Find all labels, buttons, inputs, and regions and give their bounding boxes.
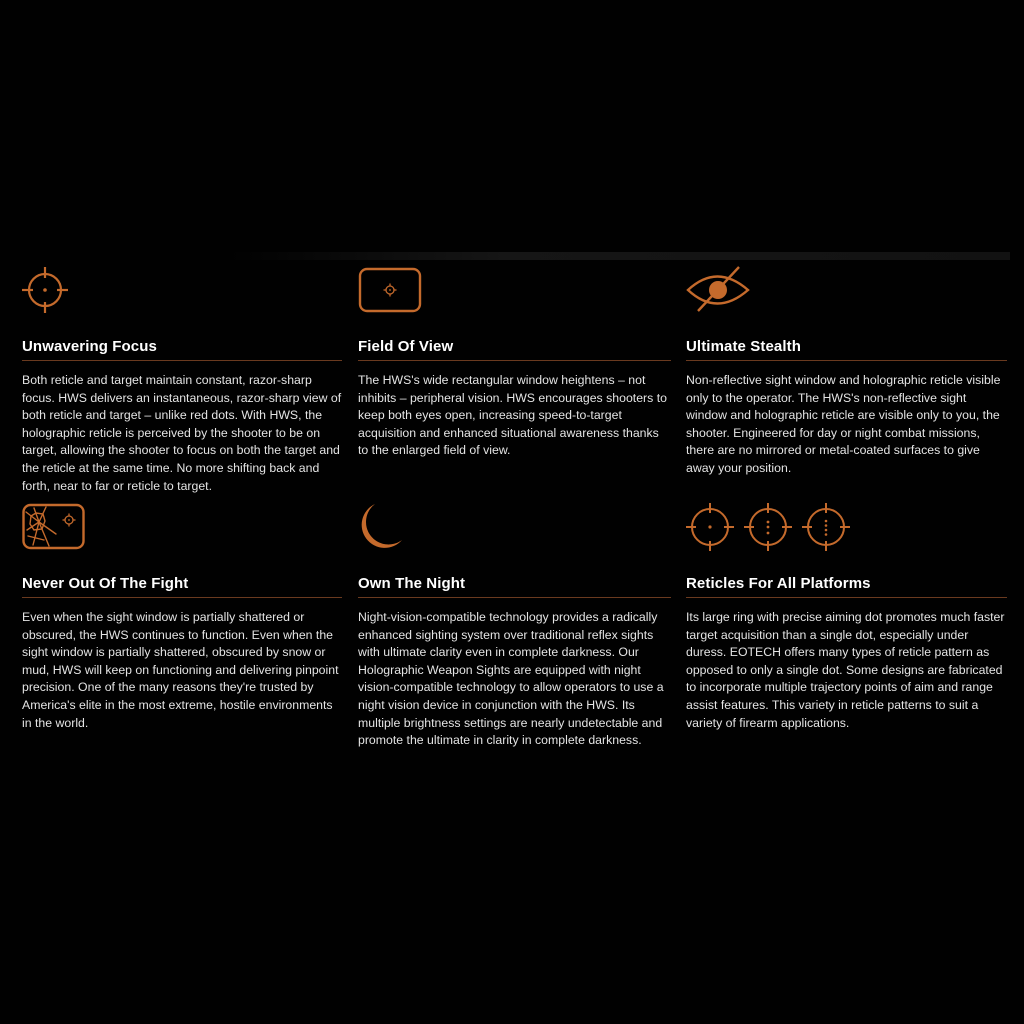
reticle-icon	[22, 265, 72, 315]
feature-title: Ultimate Stealth	[686, 338, 801, 355]
section-divider	[230, 252, 1010, 260]
crescent-moon-icon	[358, 502, 408, 552]
feature-description: The HWS's wide rectangular window heightens – not inhibits – peripheral vision. HWS encourages shooters to keep both eyes open, increasing speed-to-target acquisition and enhanced situational awareness thanks to the enlarged field of view.	[358, 373, 667, 458]
feature-description: Even when the sight window is partially shattered or obscured, the HWS continues to function. Even when the sight window is partially shattered, obscured by snow or mud, HWS will keep on functioning and delivering pinpoint precision. One of the many reasons they're trusted by America's elite in the most extreme, hostile environments in the world.	[22, 610, 339, 730]
feature-title: Reticles For All Platforms	[686, 575, 871, 592]
feature-description: Its large ring with precise aiming dot promotes much faster target acquisition than a single dot, especially under duress. EOTECH offers many types of reticle pattern as opposed to only a single dot. Some designs are fabricated to incorporate multiple trajectory points of aim and range assist features. This variety in reticle patterns to suit a variety of firearm applications.	[686, 610, 1005, 730]
sight-window-icon	[358, 265, 424, 315]
feature-title: Own The Night	[358, 575, 466, 592]
reticle-patterns-icon	[686, 502, 854, 552]
feature-description: Night-vision-compatible technology provides a radically enhanced sighting system over traditional reflex sights with ultimate clarity even in complete darkness. Our Holographic Weapon Sights are equipped with night vision-compatible technology to allow operators to use a night vision device in conjunction with the HWS. Its multiple brightness settings are nearly undetectable and promote the ultimate in clarity in complete darkness.	[358, 610, 664, 748]
eye-slash-icon	[686, 265, 752, 315]
title-divider	[686, 360, 1007, 361]
title-divider	[22, 360, 342, 361]
shattered-window-icon	[22, 502, 88, 552]
feature-title: Unwavering Focus	[22, 338, 157, 355]
feature-title: Field Of View	[358, 338, 454, 355]
title-divider	[686, 597, 1007, 598]
feature-title: Never Out Of The Fight	[22, 575, 189, 592]
title-divider	[358, 360, 671, 361]
title-divider	[358, 597, 671, 598]
feature-description: Non-reflective sight window and holographic reticle visible only to the operator. The HWS's non-reflective sight window and holographic reticle are visible only to you, the shooter. Engineered for day or night combat missions, there are no mirrored or metal-coated surfaces to give away your position.	[686, 373, 1001, 475]
feature-description: Both reticle and target maintain constant, razor-sharp focus. HWS delivers an instantaneous, razor-sharp view of both reticle and target – unlike red dots. With HWS, the holographic reticle is perceived by the shooter to be on target, allowing the shooter to focus on both the target and the reticle at the same time. No more shifting back and forth, near to far or reticle to target.	[22, 373, 342, 493]
title-divider	[22, 597, 342, 598]
